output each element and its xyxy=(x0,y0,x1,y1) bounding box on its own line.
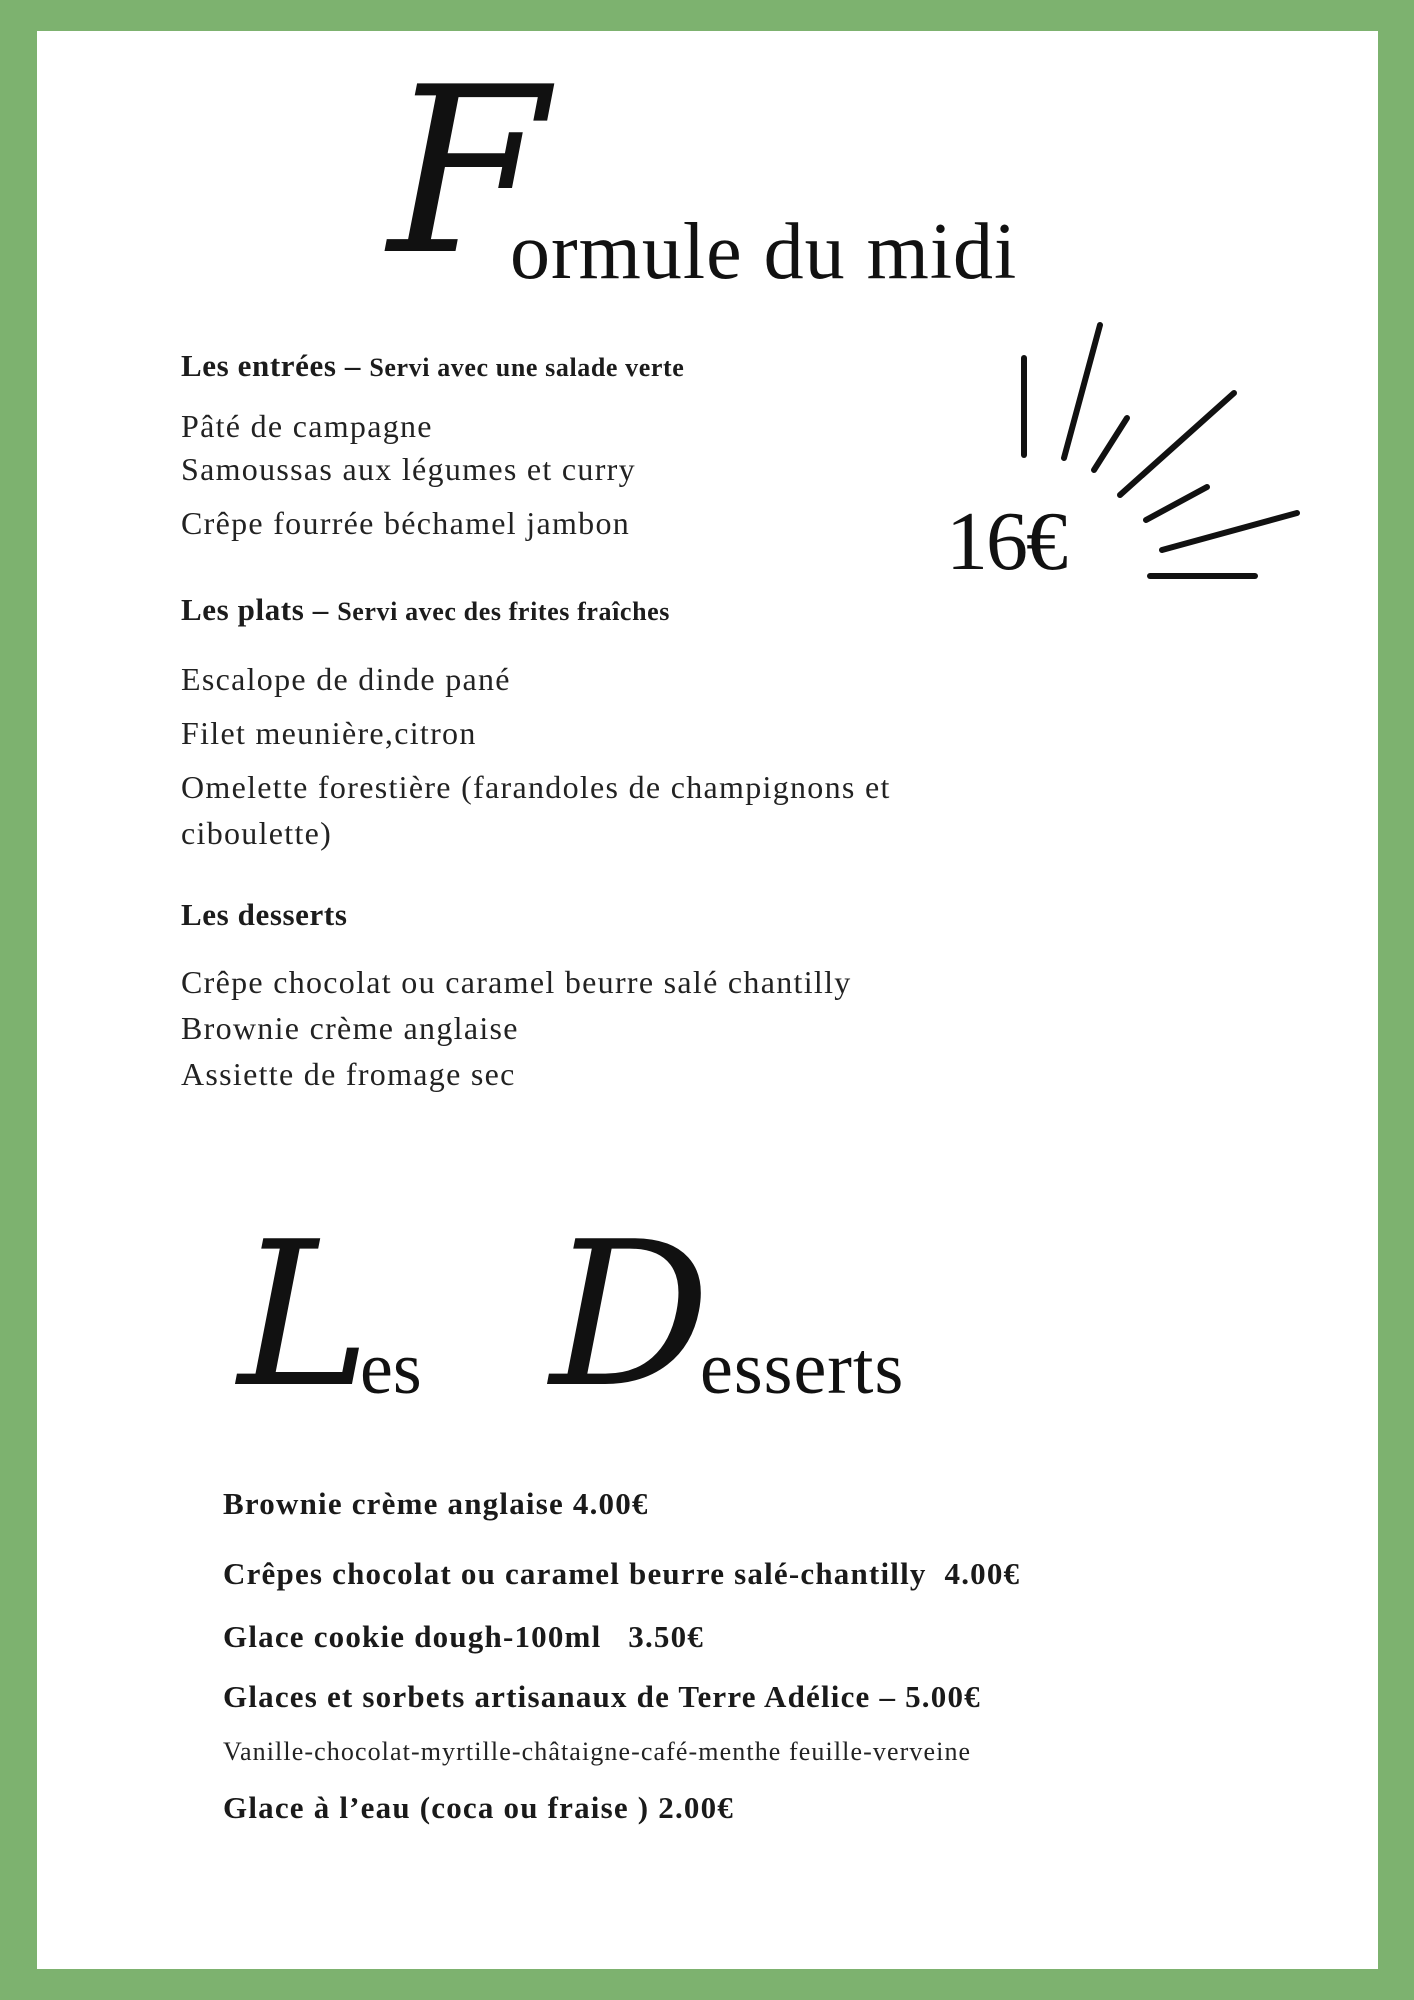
list-item: Brownie crème anglaise xyxy=(181,1010,519,1046)
dessert-price-item: Crêpes chocolat ou caramel beurre salé-chantilly 4.00€ xyxy=(223,1556,1021,1591)
les-desserts-title-rest-1: es xyxy=(360,1328,422,1410)
list-item: Escalope de dinde pané xyxy=(181,661,511,697)
list-item: Filet meunière,citron xyxy=(181,715,477,751)
formule-title-cap: F xyxy=(388,39,548,306)
list-item: Samoussas aux légumes et curry xyxy=(181,451,636,487)
plats-heading-line xyxy=(181,592,670,628)
entrees-heading-line xyxy=(181,348,684,384)
entrees-heading: Les entrées – xyxy=(181,348,370,383)
entrees-note: Servi avec une salade verte xyxy=(369,353,685,382)
formule-title-rest: ormule du midi xyxy=(510,208,1018,296)
les-desserts-title-rest-2: esserts xyxy=(700,1328,905,1410)
list-item: Omelette forestière (farandoles de champignons et xyxy=(181,769,891,805)
dessert-price-item: Glaces et sorbets artisanaux de Terre Adélice – 5.00€ xyxy=(223,1679,981,1714)
les-desserts-title-cap-l: L xyxy=(238,1199,371,1432)
dessert-price-item: Glace cookie dough-100ml 3.50€ xyxy=(223,1619,704,1654)
formule-price: 16€ xyxy=(946,495,1066,588)
list-item: Pâté de campagne xyxy=(181,408,433,444)
les-desserts-title-cap-d: D xyxy=(550,1199,711,1432)
list-item: Crêpe fourrée béchamel jambon xyxy=(181,505,631,541)
plats-heading: Les plats – xyxy=(181,592,338,627)
list-item: Assiette de fromage sec xyxy=(181,1056,516,1092)
dessert-price-item: Glace à l’eau (coca ou fraise ) 2.00€ xyxy=(223,1790,735,1825)
dessert-price-item: Brownie crème anglaise 4.00€ xyxy=(223,1486,649,1521)
flavors-list: Vanille-chocolat-myrtille-châtaigne-café-menthe feuille-verveine xyxy=(223,1737,972,1766)
list-item: Crêpe chocolat ou caramel beurre salé chantilly xyxy=(181,964,852,1000)
desserts-heading: Les desserts xyxy=(181,897,348,932)
plats-note: Servi avec des frites fraîches xyxy=(337,597,670,626)
list-item: ciboulette) xyxy=(181,815,333,851)
